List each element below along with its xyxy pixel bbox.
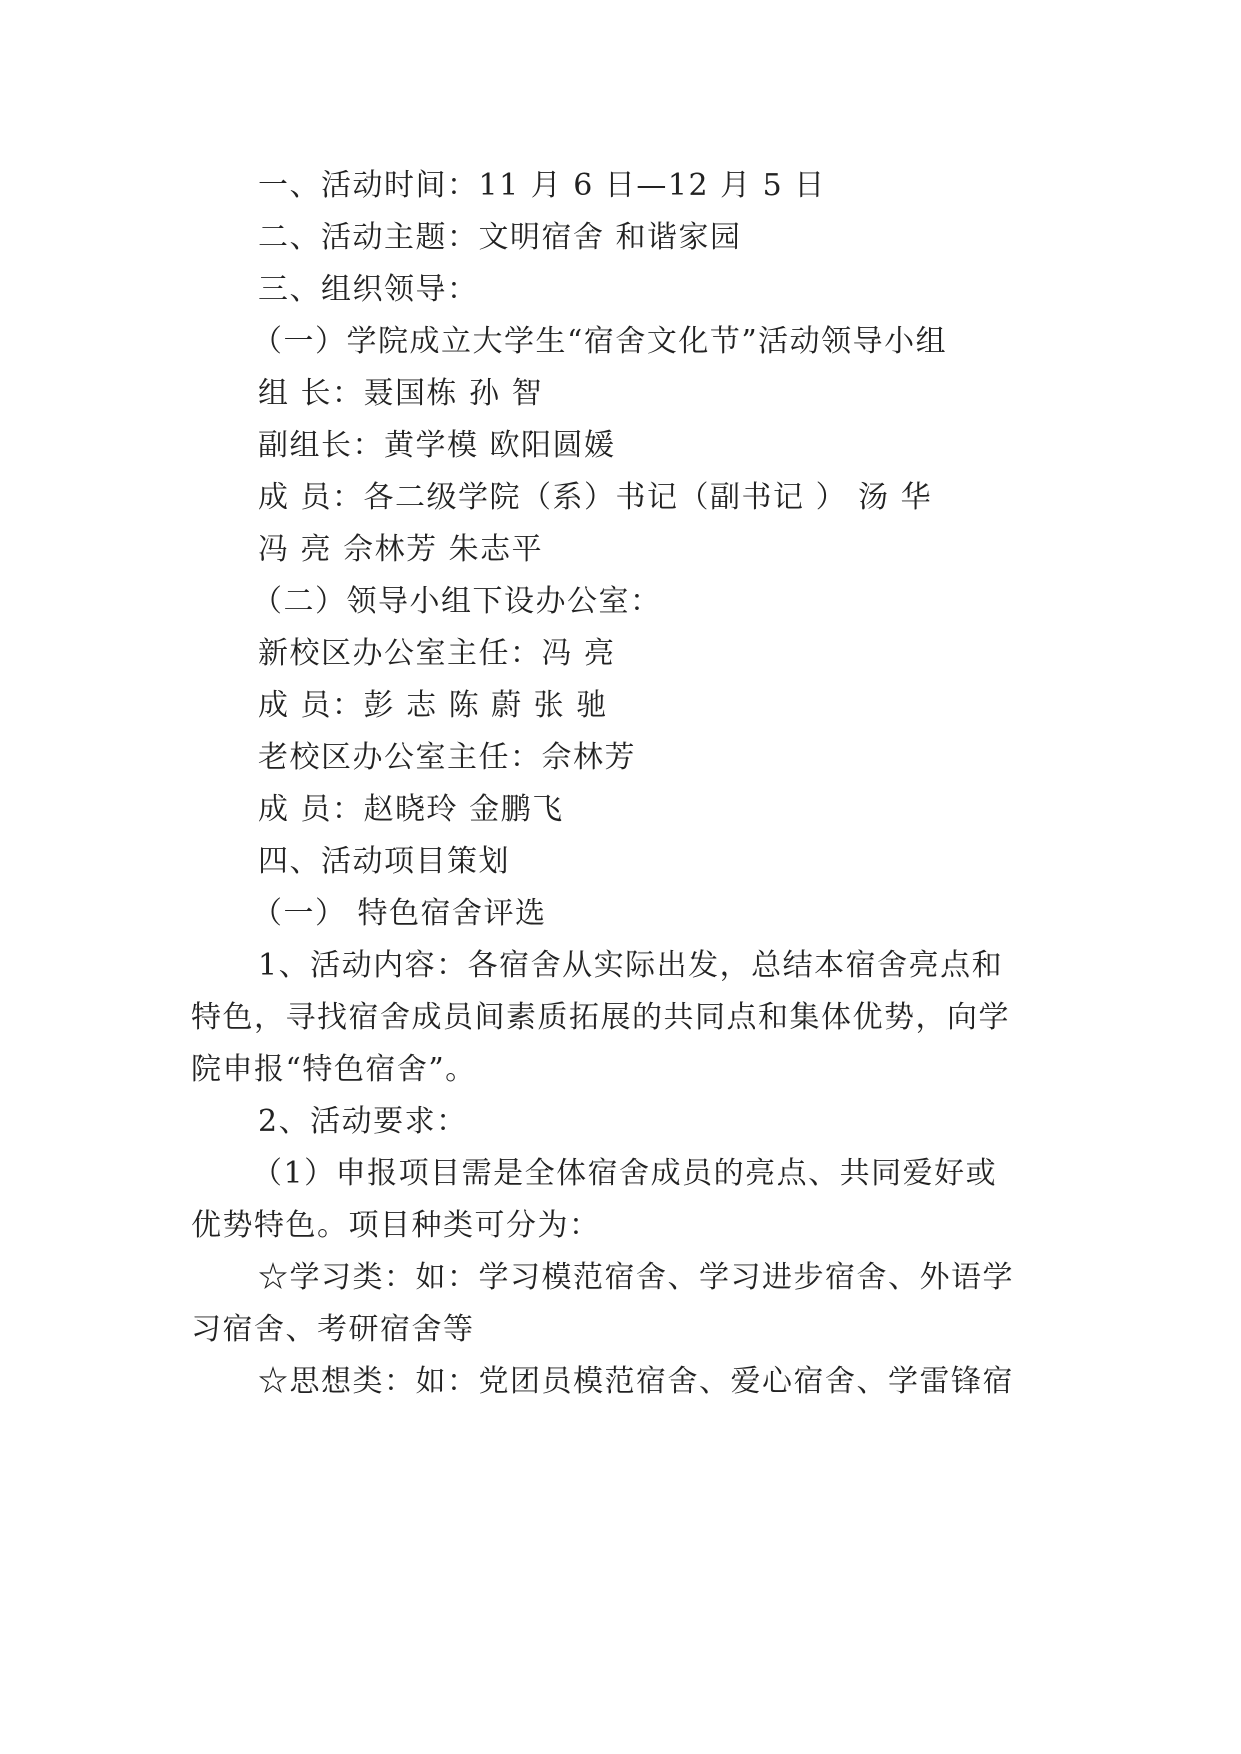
section-heading-activity-time: 一、活动时间：11 月 6 日—12 月 5 日 [258, 168, 826, 203]
text-line-requirements: 2、活动要求： [258, 1104, 468, 1139]
subsection-office: （二）领导小组下设办公室： [252, 584, 662, 619]
paragraph-line-study-category-a: ☆学习类：如：学习模范宿舍、学习进步宿舍、外语学 [258, 1260, 1014, 1295]
subsection-leadership-group: （一）学院成立大学生“宿舍文化节”活动领导小组 [252, 324, 948, 359]
text-line-new-campus-director: 新校区办公室主任：冯 亮 [258, 636, 616, 671]
section-heading-activity-theme: 二、活动主题：文明宿舍 和谐家园 [258, 220, 742, 255]
paragraph-line-content-1: 1、活动内容：各宿舍从实际出发，总结本宿舍亮点和 [258, 948, 1004, 983]
paragraph-line-requirement-1b: 优势特色。项目种类可分为： [191, 1208, 601, 1243]
text-line-members: 成 员：各二级学院（系）书记（副书记 ） 汤 华 [258, 480, 933, 515]
text-line-old-campus-members: 成 员：赵晓玲 金鹏飞 [258, 792, 564, 827]
text-line-old-campus-director: 老校区办公室主任：佘林芳 [258, 740, 636, 775]
paragraph-line-requirement-1a: （1）申报项目需是全体宿舍成员的亮点、共同爱好或 [252, 1156, 998, 1191]
section-heading-activity-planning: 四、活动项目策划 [258, 844, 510, 879]
paragraph-line-ideology-category: ☆思想类：如：党团员模范宿舍、爱心宿舍、学雷锋宿 [258, 1364, 1014, 1399]
text-line-new-campus-members: 成 员：彭 志 陈 蔚 张 驰 [258, 688, 608, 723]
text-line-deputy-leader: 副组长：黄学模 欧阳圆媛 [258, 428, 616, 463]
paragraph-line-study-category-b: 习宿舍、考研宿舍等 [191, 1312, 475, 1347]
paragraph-line-content-2: 特色，寻找宿舍成员间素质拓展的共同点和集体优势，向学 [191, 1000, 1010, 1035]
section-heading-organization: 三、组织领导： [258, 272, 479, 307]
paragraph-line-content-3: 院申报“特色宿舍”。 [191, 1052, 477, 1087]
text-line-members-continued: 冯 亮 佘林芳 朱志平 [258, 532, 544, 567]
subsection-featured-dorm: （一） 特色宿舍评选 [252, 896, 547, 931]
text-line-group-leader: 组 长：聂国栋 孙 智 [258, 376, 544, 411]
